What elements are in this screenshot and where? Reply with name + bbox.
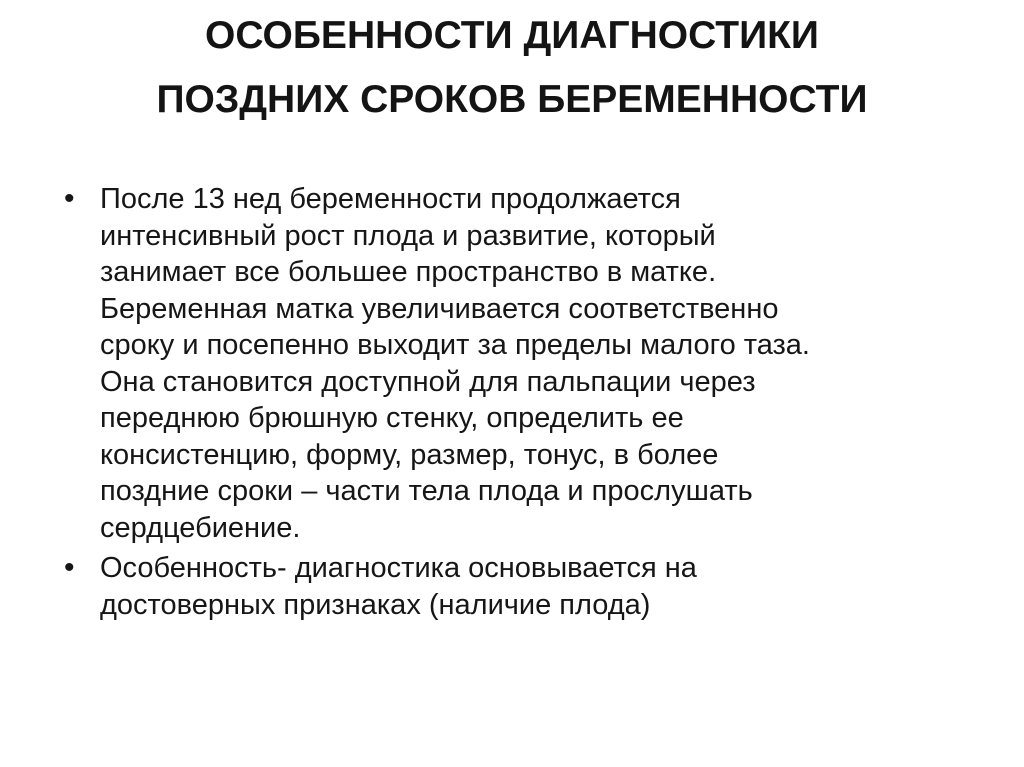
bullet-line: поздние сроки – части тела плода и прослушать: [100, 475, 753, 507]
bullet-line: Особенность- диагностика основывается на: [100, 552, 697, 584]
bullet-item-2: [58, 550, 988, 623]
bullet-marker: •: [64, 551, 75, 584]
bullet-line: занимает все большее пространство в матке.: [100, 256, 717, 288]
slide-title-line-1: ОСОБЕННОСТИ ДИАГНОСТИКИ: [205, 14, 819, 57]
bullet-item-1: [58, 181, 988, 546]
bullet-line: сердцебиение.: [100, 511, 301, 544]
bullet-line: интенсивный рост плода и развитие, который: [100, 219, 716, 252]
bullet-line: сроку и посепенно выходит за пределы малого таза.: [100, 329, 810, 361]
bullet-text: [100, 181, 988, 546]
slide-title: [40, 4, 984, 132]
bullet-line: консистенцию, форму, размер, тонус, в более: [100, 438, 719, 471]
slide-body: [58, 181, 988, 623]
bullet-line: После 13 нед беременности продолжается: [100, 183, 681, 215]
bullet-line: Беременная матка увеличивается соответственно: [100, 292, 779, 325]
bullet-line: переднюю брюшную стенку, определить ее: [100, 402, 684, 434]
bullet-line: Она становится доступной для пальпации через: [100, 365, 756, 398]
bullet-line: достоверных признаках (наличие плода): [100, 588, 651, 621]
bullet-marker: •: [64, 182, 75, 215]
slide-title-line-2: ПОЗДНИХ СРОКОВ БЕРЕМЕННОСТИ: [156, 78, 868, 121]
bullet-text: [100, 550, 988, 623]
